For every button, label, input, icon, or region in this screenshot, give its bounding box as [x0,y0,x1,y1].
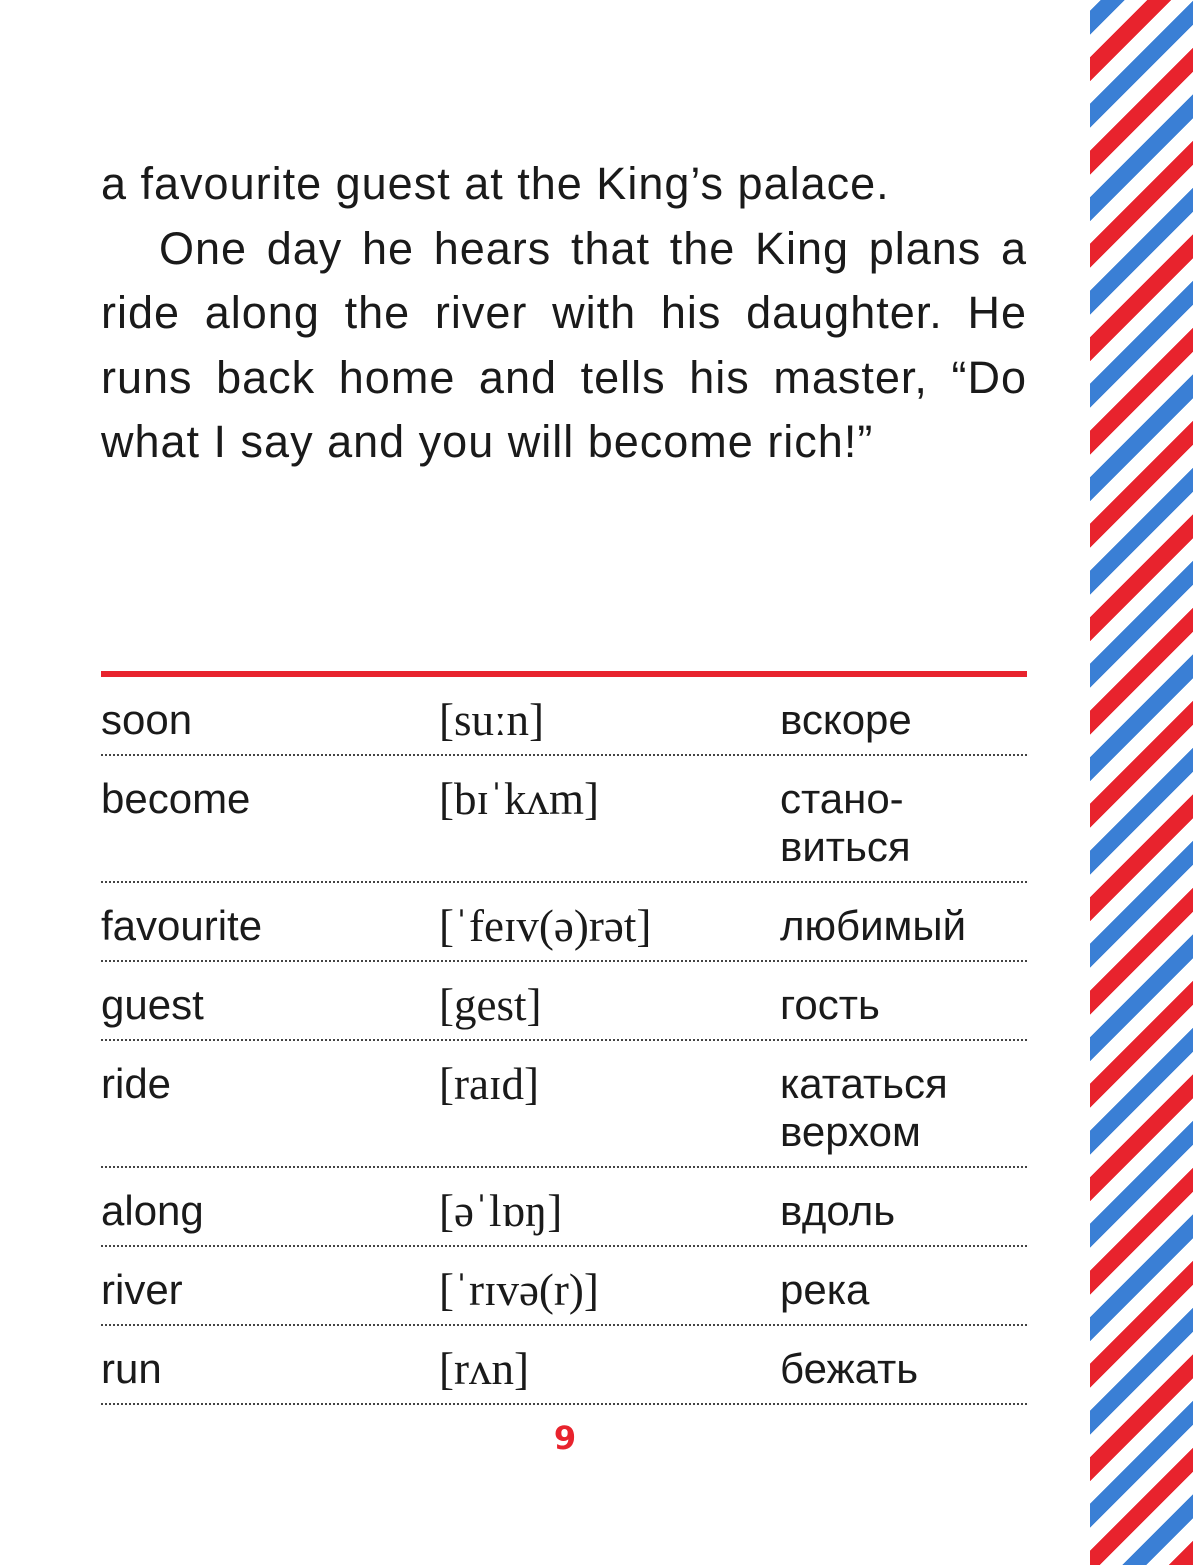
vocab-row-favourite [101,883,1027,962]
vocab-word: soon [101,696,193,743]
page-number: 9 [553,1419,577,1457]
vocab-translation: стано- виться [780,775,911,870]
vocab-word: guest [101,981,204,1028]
vocab-row-along [101,1168,1027,1247]
vocab-transcription: [ˈrɪvə(r)] [439,1265,599,1315]
vocab-word: favourite [101,902,263,949]
vocab-word: along [101,1187,204,1234]
vocab-translation: вдоль [780,1187,896,1234]
vocab-row-soon [101,677,1027,756]
vocab-transcription: [ˈfeɪv(ə)rət] [439,901,652,951]
vocab-transcription: [raɪd] [439,1059,539,1109]
vocab-word: become [101,775,251,822]
story-paragraph-1: a favourite guest at the King’s palace. [101,158,890,209]
vocab-translation: река [780,1266,870,1313]
vocab-word: river [101,1266,183,1313]
vocab-row-become [101,756,1027,883]
vocab-row-ride [101,1041,1027,1168]
decorative-stripe-border [1090,0,1193,1565]
vocab-transcription: [gest] [439,980,542,1030]
vocab-transcription: [rʌn] [439,1344,529,1394]
vocab-translation: вскоре [780,696,912,743]
vocab-word: ride [101,1060,172,1107]
story-text [101,152,1027,475]
vocab-row-run [101,1326,1027,1405]
vocab-row-river [101,1247,1027,1326]
story-paragraph-2: One day he hears that the King plans a ride along the river with his daughter. He runs back home and tells his master, “Do what I say and you will become rich!” [101,222,1027,467]
vocab-translation: бежать [780,1345,919,1392]
vocab-transcription: [bɪˈkʌm] [439,774,599,824]
vocab-transcription: [əˈlɒŋ] [439,1186,563,1236]
vocab-translation: кататься верхом [780,1060,948,1155]
vocab-translation: любимый [780,902,967,949]
vocab-transcription: [suːn] [439,695,544,745]
vocab-word: run [101,1345,162,1392]
vocab-row-guest [101,962,1027,1041]
vocab-translation: гость [780,981,880,1028]
vocabulary-table [101,671,1027,1405]
